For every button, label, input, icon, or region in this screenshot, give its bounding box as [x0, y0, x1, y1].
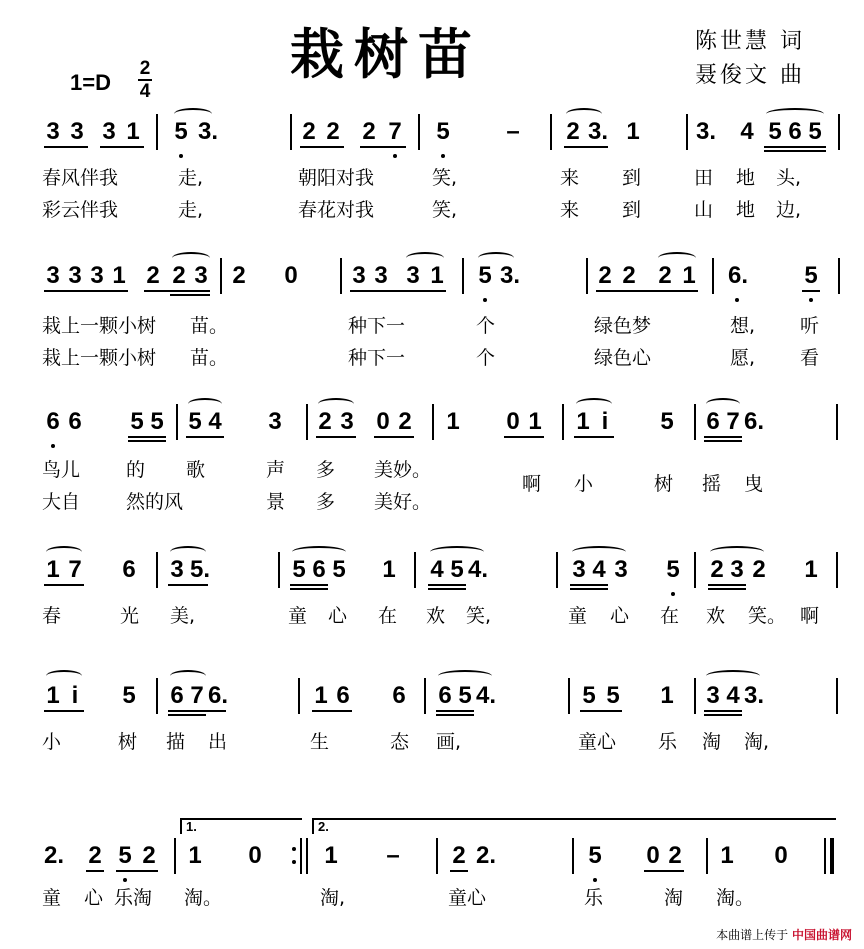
note: 3 — [374, 262, 388, 289]
final-barline-thin — [824, 838, 826, 874]
note: 3 — [46, 118, 60, 145]
note: 3 — [268, 408, 282, 435]
beam — [350, 290, 446, 292]
barline — [176, 404, 178, 440]
beam — [704, 436, 742, 438]
note: 6. — [728, 262, 749, 289]
slur — [710, 546, 764, 558]
beam — [116, 870, 158, 872]
time-signature — [137, 58, 153, 102]
beam — [704, 714, 742, 716]
slur — [172, 252, 210, 264]
slur — [188, 398, 222, 410]
note: 6. — [744, 408, 765, 435]
note: 6 — [788, 118, 802, 145]
note: 1 — [46, 556, 60, 583]
note: 7 — [726, 408, 740, 435]
note: 5 — [332, 556, 346, 583]
beam — [704, 710, 742, 712]
note: 6 — [438, 682, 452, 709]
barline — [306, 838, 308, 874]
note: 3 — [572, 556, 586, 583]
note: 3 — [68, 262, 82, 289]
beam — [570, 584, 608, 586]
note: 3. — [198, 118, 219, 145]
second-ending-label: 2. — [318, 819, 329, 834]
note: 5 — [150, 408, 164, 435]
note: 2 — [362, 118, 376, 145]
note: 4. — [468, 556, 489, 583]
note: 3. — [696, 118, 717, 145]
beam — [764, 150, 826, 152]
first-ending-bracket — [180, 818, 302, 834]
lyricist-credit: 陈世慧 词 — [695, 29, 805, 54]
note: 5 — [606, 682, 620, 709]
note: – — [386, 842, 400, 869]
barline — [836, 404, 838, 440]
lyric-row-2b: 栽上一颗小树 苗。 种下一 个 绿色心 愿, 看 — [42, 347, 820, 369]
note: 4 — [592, 556, 606, 583]
final-barline-thick — [830, 838, 834, 874]
note: 2 — [598, 262, 612, 289]
beam — [708, 584, 746, 586]
slur — [576, 398, 612, 410]
note: 3 — [706, 682, 720, 709]
lyric-row-3a: 鸟儿 的 歌 声 多 美妙。 — [42, 459, 432, 481]
note: 3 — [194, 262, 208, 289]
note: 5 — [804, 262, 818, 289]
beam — [312, 710, 352, 712]
note: 6 — [392, 682, 406, 709]
note: 5 — [174, 118, 188, 145]
beam — [564, 146, 608, 148]
note: 3. — [744, 682, 765, 709]
beam — [44, 146, 88, 148]
lyric-row-6: 童 心 乐淘 淘。 淘, 童心 乐 淘 淘。 — [42, 887, 755, 909]
note: 6 — [706, 408, 720, 435]
beam — [316, 436, 356, 438]
beam — [300, 146, 344, 148]
note: 2. — [44, 842, 65, 869]
note: 5 — [450, 556, 464, 583]
note: 4. — [476, 682, 497, 709]
slur — [478, 252, 514, 264]
slur — [572, 546, 626, 558]
beam — [128, 436, 166, 438]
site-watermark — [716, 926, 852, 943]
note: 2 — [452, 842, 466, 869]
note: 4 — [208, 408, 222, 435]
lower-octave-dot — [441, 154, 445, 158]
note: 6 — [122, 556, 136, 583]
slur — [658, 252, 696, 264]
beam — [360, 146, 406, 148]
slur — [406, 252, 444, 264]
slur — [174, 108, 212, 120]
beam — [168, 714, 206, 716]
beam — [504, 436, 544, 438]
note: i — [601, 408, 609, 435]
note: 0 — [774, 842, 788, 869]
note: 0 — [506, 408, 520, 435]
beam — [570, 588, 608, 590]
note: 1 — [682, 262, 696, 289]
note: 1 — [626, 118, 640, 145]
note: 5 — [808, 118, 822, 145]
second-ending-bracket — [312, 818, 836, 834]
barline — [836, 678, 838, 714]
repeat-dot — [292, 860, 296, 864]
note: 4 — [740, 118, 754, 145]
note: 3 — [730, 556, 744, 583]
note: 6 — [46, 408, 60, 435]
lower-octave-dot — [809, 298, 813, 302]
barline — [836, 552, 838, 588]
first-ending-label: 1. — [186, 819, 197, 834]
beam — [170, 294, 210, 296]
note: 5 — [130, 408, 144, 435]
barline — [298, 678, 300, 714]
note: 1 — [46, 682, 60, 709]
note: 3 — [90, 262, 104, 289]
beam — [428, 588, 466, 590]
note: 1 — [430, 262, 444, 289]
beam — [802, 290, 820, 292]
beam — [428, 584, 466, 586]
barline — [300, 838, 302, 874]
barline — [694, 552, 696, 588]
beam — [290, 588, 328, 590]
note: 0 — [376, 408, 390, 435]
lower-octave-dot — [671, 592, 675, 596]
note: 5 — [768, 118, 782, 145]
beam — [764, 146, 826, 148]
barline — [290, 114, 292, 150]
lyric-row-3c: 啊 小 树 摇 曳 — [522, 473, 764, 495]
note: 5 — [292, 556, 306, 583]
slur — [766, 108, 824, 120]
note: 5 — [666, 556, 680, 583]
beam — [436, 714, 474, 716]
note: 0 — [284, 262, 298, 289]
note: 6 — [170, 682, 184, 709]
note: 1 — [576, 408, 590, 435]
beam — [44, 710, 84, 712]
beam — [186, 436, 224, 438]
barline — [340, 258, 342, 294]
lyric-row-2a: 栽上一颗小树 苗。 种下一 个 绿色梦 想, 听 — [42, 315, 820, 337]
barline — [220, 258, 222, 294]
note: 5 — [122, 682, 136, 709]
beam — [86, 870, 104, 872]
slur — [292, 546, 346, 558]
note: 2 — [318, 408, 332, 435]
lower-octave-dot — [483, 298, 487, 302]
note: 3 — [46, 262, 60, 289]
beam — [596, 290, 698, 292]
barline — [174, 838, 176, 874]
note: 1 — [720, 842, 734, 869]
beam — [144, 290, 210, 292]
note: 6 — [336, 682, 350, 709]
note: 2 — [566, 118, 580, 145]
note: 2 — [668, 842, 682, 869]
note: 2 — [88, 842, 102, 869]
beam — [704, 440, 742, 442]
barline — [712, 258, 714, 294]
barline — [556, 552, 558, 588]
lower-octave-dot — [179, 154, 183, 158]
barline — [156, 114, 158, 150]
note: 3. — [500, 262, 521, 289]
note: 5 — [118, 842, 132, 869]
barline — [568, 678, 570, 714]
note: 2 — [752, 556, 766, 583]
note: 6 — [312, 556, 326, 583]
upload-note: 本曲谱上传于 — [716, 928, 789, 942]
note: 2 — [142, 842, 156, 869]
note: 3 — [406, 262, 420, 289]
slur — [46, 670, 82, 682]
beam — [580, 710, 622, 712]
note: 2 — [658, 262, 672, 289]
note: 3. — [588, 118, 609, 145]
barline — [432, 404, 434, 440]
lyric-row-4: 春 光 美, 童 心 在 欢 笑, 童 心 在 欢 笑。 啊 — [42, 605, 820, 627]
barline — [436, 838, 438, 874]
lyric-row-1a: 春风伴我 走, 朝阳对我 笑, 来 到 田 地 头, — [42, 167, 802, 189]
composer-credit: 聂俊文 曲 — [695, 63, 805, 88]
slur — [46, 546, 82, 558]
note: 2 — [172, 262, 186, 289]
note: 3 — [102, 118, 116, 145]
key-signature: 1=D — [70, 70, 111, 95]
note: 3 — [340, 408, 354, 435]
note: 4 — [430, 556, 444, 583]
beam — [168, 710, 226, 712]
beam — [290, 584, 328, 586]
beam — [128, 440, 166, 442]
slur — [170, 546, 206, 558]
note: 2. — [476, 842, 497, 869]
barline — [838, 114, 840, 150]
lyric-row-3b: 大自 然的风 景 多 美好。 — [42, 491, 432, 513]
note: 5 — [478, 262, 492, 289]
beam — [374, 436, 414, 438]
note: 5 — [188, 408, 202, 435]
barline — [694, 678, 696, 714]
barline — [586, 258, 588, 294]
slur — [566, 108, 602, 120]
note: 1 — [446, 408, 460, 435]
beam — [436, 710, 474, 712]
barline — [424, 678, 426, 714]
note: 1 — [314, 682, 328, 709]
note: – — [506, 118, 520, 145]
slur — [170, 670, 206, 682]
note: 3 — [352, 262, 366, 289]
beam — [44, 584, 84, 586]
note: 2 — [326, 118, 340, 145]
note: 3 — [170, 556, 184, 583]
note: 7 — [68, 556, 82, 583]
barline — [572, 838, 574, 874]
slur — [438, 670, 492, 682]
beam — [574, 436, 614, 438]
time-signature-top: 2 — [139, 58, 151, 79]
barline — [156, 678, 158, 714]
note: 1 — [382, 556, 396, 583]
note: 2 — [146, 262, 160, 289]
note: 1 — [528, 408, 542, 435]
lower-octave-dot — [393, 154, 397, 158]
beam — [100, 146, 144, 148]
barline — [550, 114, 552, 150]
note: i — [71, 682, 79, 709]
beam — [450, 870, 468, 872]
repeat-dot — [292, 847, 296, 851]
time-signature-bottom: 4 — [139, 81, 151, 102]
slur — [706, 398, 740, 410]
barline — [694, 404, 696, 440]
note: 6. — [208, 682, 229, 709]
note: 1 — [660, 682, 674, 709]
beam — [644, 870, 684, 872]
lower-octave-dot — [735, 298, 739, 302]
note: 1 — [324, 842, 338, 869]
note: 1 — [804, 556, 818, 583]
note: 3 — [70, 118, 84, 145]
barline — [418, 114, 420, 150]
note: 5 — [436, 118, 450, 145]
note: 6 — [68, 408, 82, 435]
barline — [156, 552, 158, 588]
note: 7 — [388, 118, 402, 145]
barline — [562, 404, 564, 440]
slur — [318, 398, 354, 410]
barline — [278, 552, 280, 588]
song-title: 栽树苗 — [290, 23, 482, 86]
note: 5 — [582, 682, 596, 709]
barline — [306, 404, 308, 440]
lyric-row-5: 小 树 描 出 生 态 画, 童心 乐 淘 淘, — [42, 731, 770, 753]
note: 1 — [188, 842, 202, 869]
lower-octave-dot — [123, 878, 127, 882]
note: 4 — [726, 682, 740, 709]
beam — [168, 584, 208, 586]
note: 2 — [398, 408, 412, 435]
note: 1 — [112, 262, 126, 289]
lyric-row-1b: 彩云伴我 走, 春花对我 笑, 来 到 山 地 边, — [42, 199, 802, 221]
lower-octave-dot — [593, 878, 597, 882]
note: 1 — [126, 118, 140, 145]
barline — [686, 114, 688, 150]
barline — [706, 838, 708, 874]
beam — [708, 588, 746, 590]
slur — [430, 546, 484, 558]
barline — [838, 258, 840, 294]
note: 5 — [458, 682, 472, 709]
note: 2 — [622, 262, 636, 289]
note: 2 — [302, 118, 316, 145]
barline — [462, 258, 464, 294]
note: 5 — [660, 408, 674, 435]
note: 0 — [248, 842, 262, 869]
note: 0 — [646, 842, 660, 869]
note: 2 — [710, 556, 724, 583]
site-brand: 中国曲谱网 — [791, 928, 852, 942]
note: 5. — [190, 556, 211, 583]
note: 2 — [232, 262, 246, 289]
lower-octave-dot — [51, 444, 55, 448]
beam — [44, 290, 128, 292]
barline — [414, 552, 416, 588]
note: 7 — [190, 682, 204, 709]
note: 3 — [614, 556, 628, 583]
note: 5 — [588, 842, 602, 869]
slur — [706, 670, 760, 682]
